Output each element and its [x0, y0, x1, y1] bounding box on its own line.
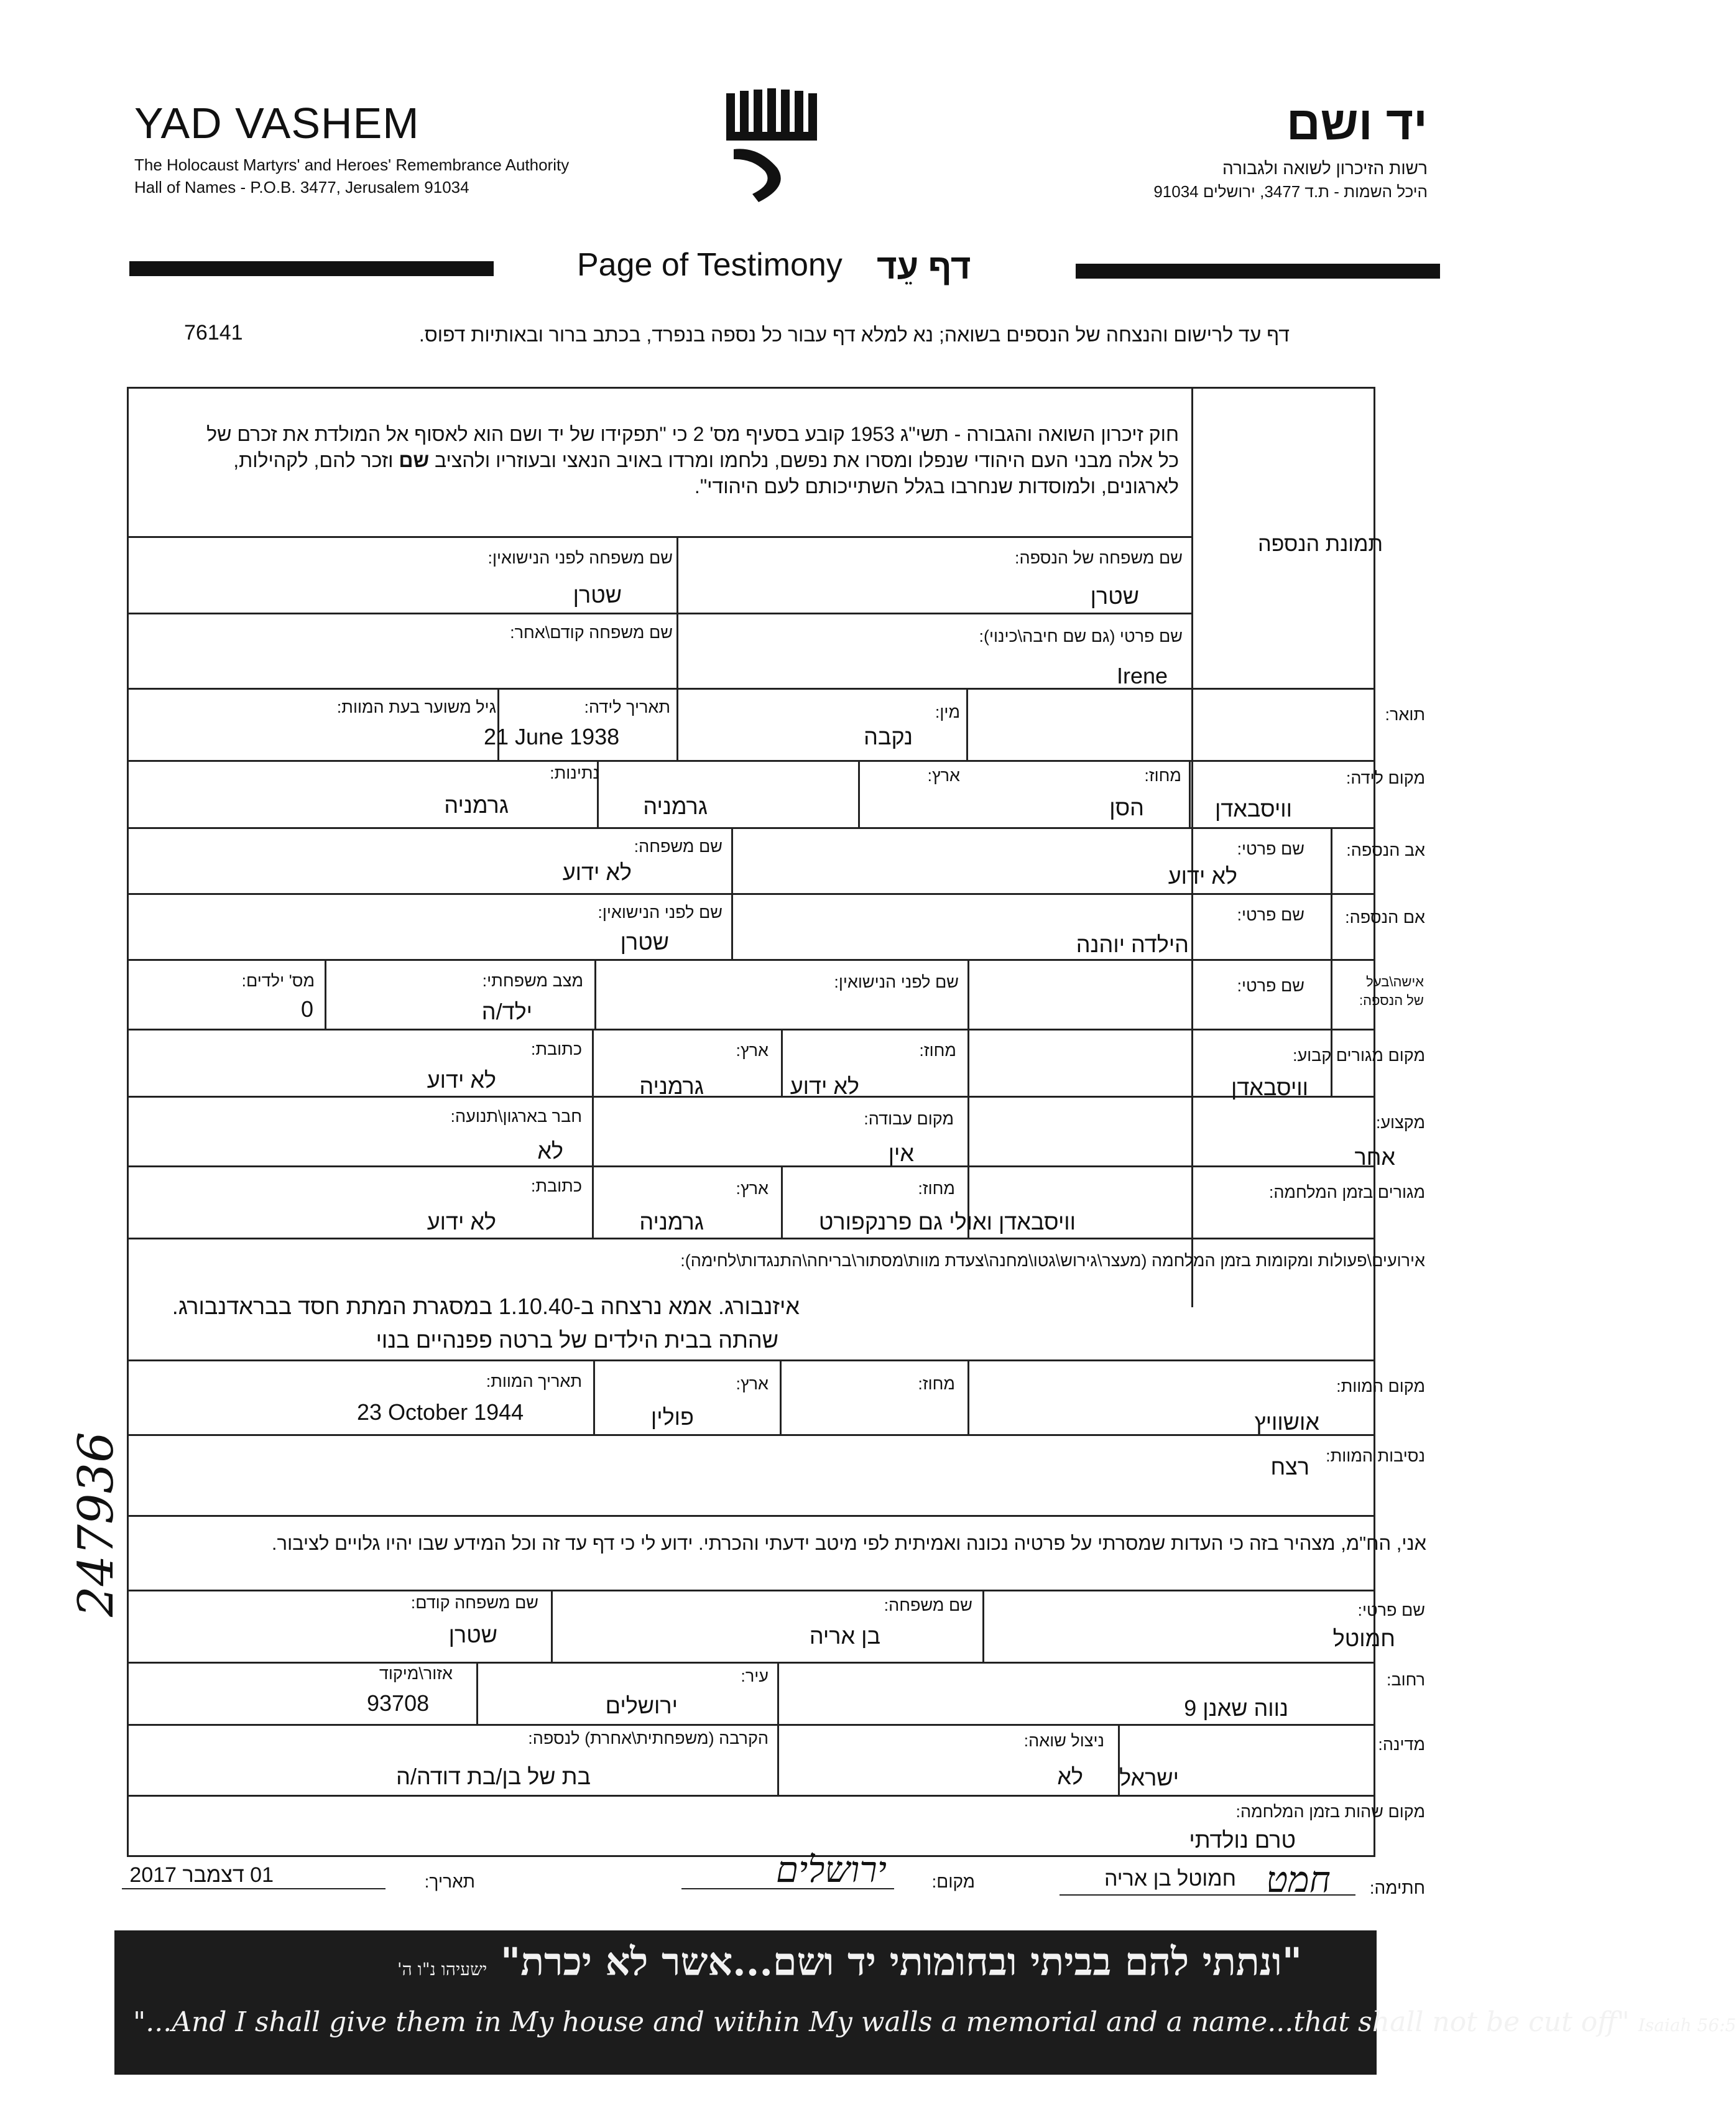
- victim-family-name-label: שם משפחה של הנספה:: [1014, 549, 1183, 567]
- death-region-label: מחוז:: [918, 1374, 955, 1393]
- num-children-value[interactable]: 0: [301, 996, 314, 1022]
- residence-value[interactable]: וויסבאדן: [1230, 1075, 1308, 1100]
- signature-scribble[interactable]: חמט: [1266, 1858, 1331, 1901]
- maiden-name-value[interactable]: שטרן: [573, 582, 622, 608]
- res-region-label: מחוז:: [919, 1041, 956, 1060]
- footer-banner: [114, 1930, 1736, 2075]
- archive-number: 247936: [68, 1432, 124, 1617]
- res-address-value[interactable]: לא ידוע: [427, 1067, 496, 1093]
- maiden-name-label: שם משפחה לפני הנישואין:: [487, 549, 673, 567]
- war-residence-value[interactable]: וויסבאדן ואולי גם פרנקפורט: [818, 1209, 1076, 1234]
- birth-country-label: ארץ:: [927, 766, 960, 785]
- org-address-he: היכל השמות - ת.ד 3477, ירושלים 91034: [1153, 182, 1428, 201]
- birth-date-value[interactable]: 21 June 1938: [484, 724, 620, 749]
- spouse-label-2: של הנספה:: [1359, 993, 1424, 1008]
- father-family-label: שם משפחה:: [634, 837, 723, 856]
- marital-status-label: מצב משפחתי:: [482, 971, 583, 990]
- nationality-label: נתינות:: [550, 764, 599, 782]
- war-events-line2[interactable]: שהתה בבית הילדים של ברטה פפנהיים בנוי: [376, 1327, 778, 1353]
- spouse-first-label: שם פרטי:: [1237, 976, 1304, 995]
- photo-label: תמונת הנספה: [1258, 532, 1383, 556]
- zip-value[interactable]: 93708: [367, 1690, 430, 1716]
- date-line: [122, 1888, 386, 1889]
- footer-verse-en: "...And I shall give them in My house and within My walls a memorial and a name...that shall not be cut off" Isaiah 56:5: [133, 2006, 1736, 2038]
- law-text-line3: לארגונים, ולמוסדות שנחרבו בגלל השתייכותם לעם היהודי".: [694, 475, 1179, 498]
- birth-region-value[interactable]: הסן: [1109, 795, 1144, 820]
- death-date-label: תאריך המוות:: [486, 1372, 582, 1391]
- prev-family-name-label: שם משפחה קודם\אחר:: [510, 623, 673, 642]
- submitter-first-name-value[interactable]: חמוטל: [1332, 1626, 1395, 1651]
- workplace-value[interactable]: אין: [888, 1141, 914, 1166]
- age-at-death-label: גיל משוער בעת המוות:: [336, 698, 496, 716]
- res-country-value[interactable]: גרמניה: [639, 1073, 704, 1099]
- num-children-label: מס' ילדים:: [241, 971, 315, 990]
- declaration: אני, הח"מ, מצהיר בזה כי העדות שמסרתי על פרטיה נכונה ואמיתית לפי מיטב ידעתי והכרתי. ידוע לי כי דף עד זה וכל המידע שבו יהיו גלויים לציבור.: [271, 1532, 1426, 1554]
- death-country-label: ארץ:: [736, 1374, 769, 1393]
- war-events-label: אירועים\פעולות ומקומות בזמן המלחמה (מעצר\גירוש\גטו\מחנה\צעדת מוות\מסתור\בריחה\התנגדות\לחימה):: [680, 1251, 1425, 1270]
- photo-divider: [1191, 387, 1193, 1307]
- submitter-war-place-label: מקום שהות בזמן המלחמה:: [1235, 1802, 1425, 1821]
- form-number: 76141: [184, 321, 243, 345]
- street-label: רחוב:: [1386, 1670, 1425, 1689]
- submitter-first-name-label: שם פרטי:: [1357, 1601, 1425, 1619]
- gender-value[interactable]: נקבה: [864, 724, 913, 749]
- death-place-label: מקום המוות:: [1336, 1377, 1425, 1396]
- nationality-value[interactable]: גרמניה: [444, 792, 509, 818]
- spouse-label: אישה\בעל: [1366, 974, 1424, 989]
- res-region-value[interactable]: לא ידוע: [790, 1073, 859, 1099]
- war-address-value[interactable]: לא ידוע: [427, 1209, 496, 1234]
- submitter-family-name-value[interactable]: בן אריה: [809, 1623, 880, 1649]
- submitter-family-name-label: שם משפחה:: [884, 1596, 972, 1614]
- place-value[interactable]: ירושלים: [775, 1848, 887, 1891]
- birth-place-value[interactable]: וויסבאדן: [1214, 796, 1292, 822]
- org-subtitle-en: The Holocaust Martyrs' and Heroes' Remembrance Authority: [134, 155, 570, 174]
- mother-first-label: שם פרטי:: [1237, 905, 1304, 924]
- yad-vashem-logo: [721, 87, 821, 211]
- date-label: תאריך:: [424, 1872, 475, 1891]
- victim-family-name-value[interactable]: שטרן: [1090, 583, 1139, 609]
- street-value[interactable]: נווה שאנן 9: [1184, 1695, 1288, 1721]
- submitter-prev-name-value[interactable]: שטרן: [448, 1622, 497, 1647]
- signature-value[interactable]: חמוטל בן אריה: [1104, 1867, 1236, 1891]
- father-label: אב הנספה:: [1346, 841, 1425, 859]
- law-text-line2: כל אלה מבני העם היהודי שנפלו ומסרו את נפשם, נלחמו ומרדו באויב הנאצי ובעוזריו ולהציב שם וזכר להם, לקהילות,: [233, 449, 1179, 471]
- death-date-value[interactable]: 23 October 1944: [357, 1399, 524, 1425]
- father-family-value[interactable]: לא ידוע: [562, 859, 632, 885]
- submitter-country-value[interactable]: ישראל: [1119, 1765, 1179, 1790]
- birth-date-label: תאריך לידה:: [584, 698, 670, 716]
- res-address-label: כתובת:: [530, 1040, 582, 1058]
- org-name-he: יד ושם: [1286, 97, 1428, 150]
- profession-value[interactable]: אחר: [1354, 1144, 1395, 1170]
- profession-label: מקצוע:: [1375, 1113, 1425, 1132]
- res-country-label: ארץ:: [736, 1041, 769, 1060]
- mother-maiden-label: שם לפני הנישואין:: [598, 903, 723, 922]
- marital-status-value[interactable]: ילד/ה: [481, 999, 532, 1024]
- place-label: מקום:: [931, 1872, 975, 1891]
- relation-value[interactable]: בת של בן/בת דודה/ה: [396, 1764, 591, 1789]
- org-subtitle-he: רשות הזיכרון לשואה ולגבורה: [1222, 159, 1428, 178]
- zip-label: אזור\מיקוד: [379, 1664, 453, 1683]
- birth-place-label: מקום לידה:: [1346, 769, 1425, 787]
- survivor-label: ניצול שואה:: [1023, 1731, 1104, 1750]
- death-country-value[interactable]: פולין: [650, 1404, 694, 1430]
- war-address-label: כתובת:: [530, 1177, 582, 1195]
- title-label: תואר:: [1385, 705, 1425, 724]
- organization-value[interactable]: לא: [537, 1138, 563, 1164]
- mother-label: אם הנספה:: [1345, 908, 1425, 927]
- first-name-value[interactable]: Irene: [1117, 663, 1168, 688]
- page-title-he: דף עֵד: [877, 247, 971, 286]
- mother-maiden-value[interactable]: שטרן: [620, 929, 669, 955]
- first-name-label: שם פרטי (גם שם חיבה\כינוי):: [979, 627, 1183, 646]
- survivor-value[interactable]: לא: [1057, 1764, 1083, 1789]
- father-first-value[interactable]: לא ידוע: [1168, 863, 1237, 889]
- war-region-label: מחוז:: [918, 1179, 955, 1198]
- death-circumstances-value[interactable]: רצח: [1270, 1454, 1309, 1480]
- submitter-country-label: מדינה:: [1378, 1735, 1425, 1754]
- organization-label: חבר בארגון\תנועה:: [450, 1107, 582, 1126]
- submitter-war-place-value[interactable]: טרם נולדתי: [1189, 1827, 1296, 1853]
- death-place-value[interactable]: אושוויץ: [1254, 1409, 1319, 1435]
- war-residence-label: מגורים בזמן המלחמה:: [1268, 1183, 1425, 1202]
- spouse-maiden-label: שם לפני הנישואין:: [834, 973, 959, 991]
- footer-verse-he: "ונתתי להם בביתי ובחומותי יד ושם...אשר לא יכרת" ישעיהו נ"ו ה': [397, 1939, 1302, 1985]
- father-first-label: שם פרטי:: [1237, 840, 1304, 858]
- workplace-label: מקום עבודה:: [864, 1109, 954, 1128]
- title-bar-right: [1076, 264, 1440, 279]
- title-bar-left: [129, 261, 494, 276]
- gender-label: מין:: [935, 703, 960, 721]
- instructions: דף עד לרישום והנצחה של הנספים בשואה; נא למלא דף עבור כל נספה בנפרד, בכתב ברור ובאותיות דפוס.: [418, 323, 1290, 346]
- page-title-en: Page of Testimony: [577, 247, 843, 283]
- submitter-prev-name-label: שם משפחה קודם:: [410, 1593, 538, 1612]
- death-circumstances-label: נסיבות המוות:: [1326, 1447, 1425, 1465]
- war-country-value[interactable]: גרמניה: [639, 1209, 704, 1234]
- mother-first-value[interactable]: הילדה יוהנה: [1076, 932, 1189, 957]
- signature-label: חתימה:: [1369, 1878, 1425, 1897]
- city-value[interactable]: ירושלים: [605, 1693, 678, 1718]
- org-name-en: YAD VASHEM: [134, 99, 420, 147]
- relation-label: הקרבה (משפחתית\אחרת) לנספה:: [528, 1729, 769, 1748]
- birth-region-label: מחוז:: [1144, 766, 1181, 785]
- war-events-line1[interactable]: איזנבורג. אמא נרצחה ב-1.10.40 במסגרת המתת חסד בבראדנבורג.: [172, 1294, 800, 1319]
- org-address-en: Hall of Names - P.O.B. 3477, Jerusalem 91034: [134, 178, 469, 197]
- city-label: עיר:: [741, 1667, 769, 1685]
- date-value[interactable]: 01 דצמבר 2017: [129, 1863, 274, 1887]
- birth-country-value[interactable]: גרמניה: [643, 794, 708, 819]
- form-frame: [127, 387, 1375, 1857]
- law-text-line1: חוק זיכרון השואה והגבורה - תשי"ג 1953 קובע בסעיף מס' 2 כי "תפקידו של יד ושם הוא לאסוף אל המולדת את זכרם של: [206, 423, 1179, 445]
- war-country-label: ארץ:: [736, 1179, 769, 1198]
- residence-label: מקום מגורים קבוע:: [1292, 1046, 1425, 1065]
